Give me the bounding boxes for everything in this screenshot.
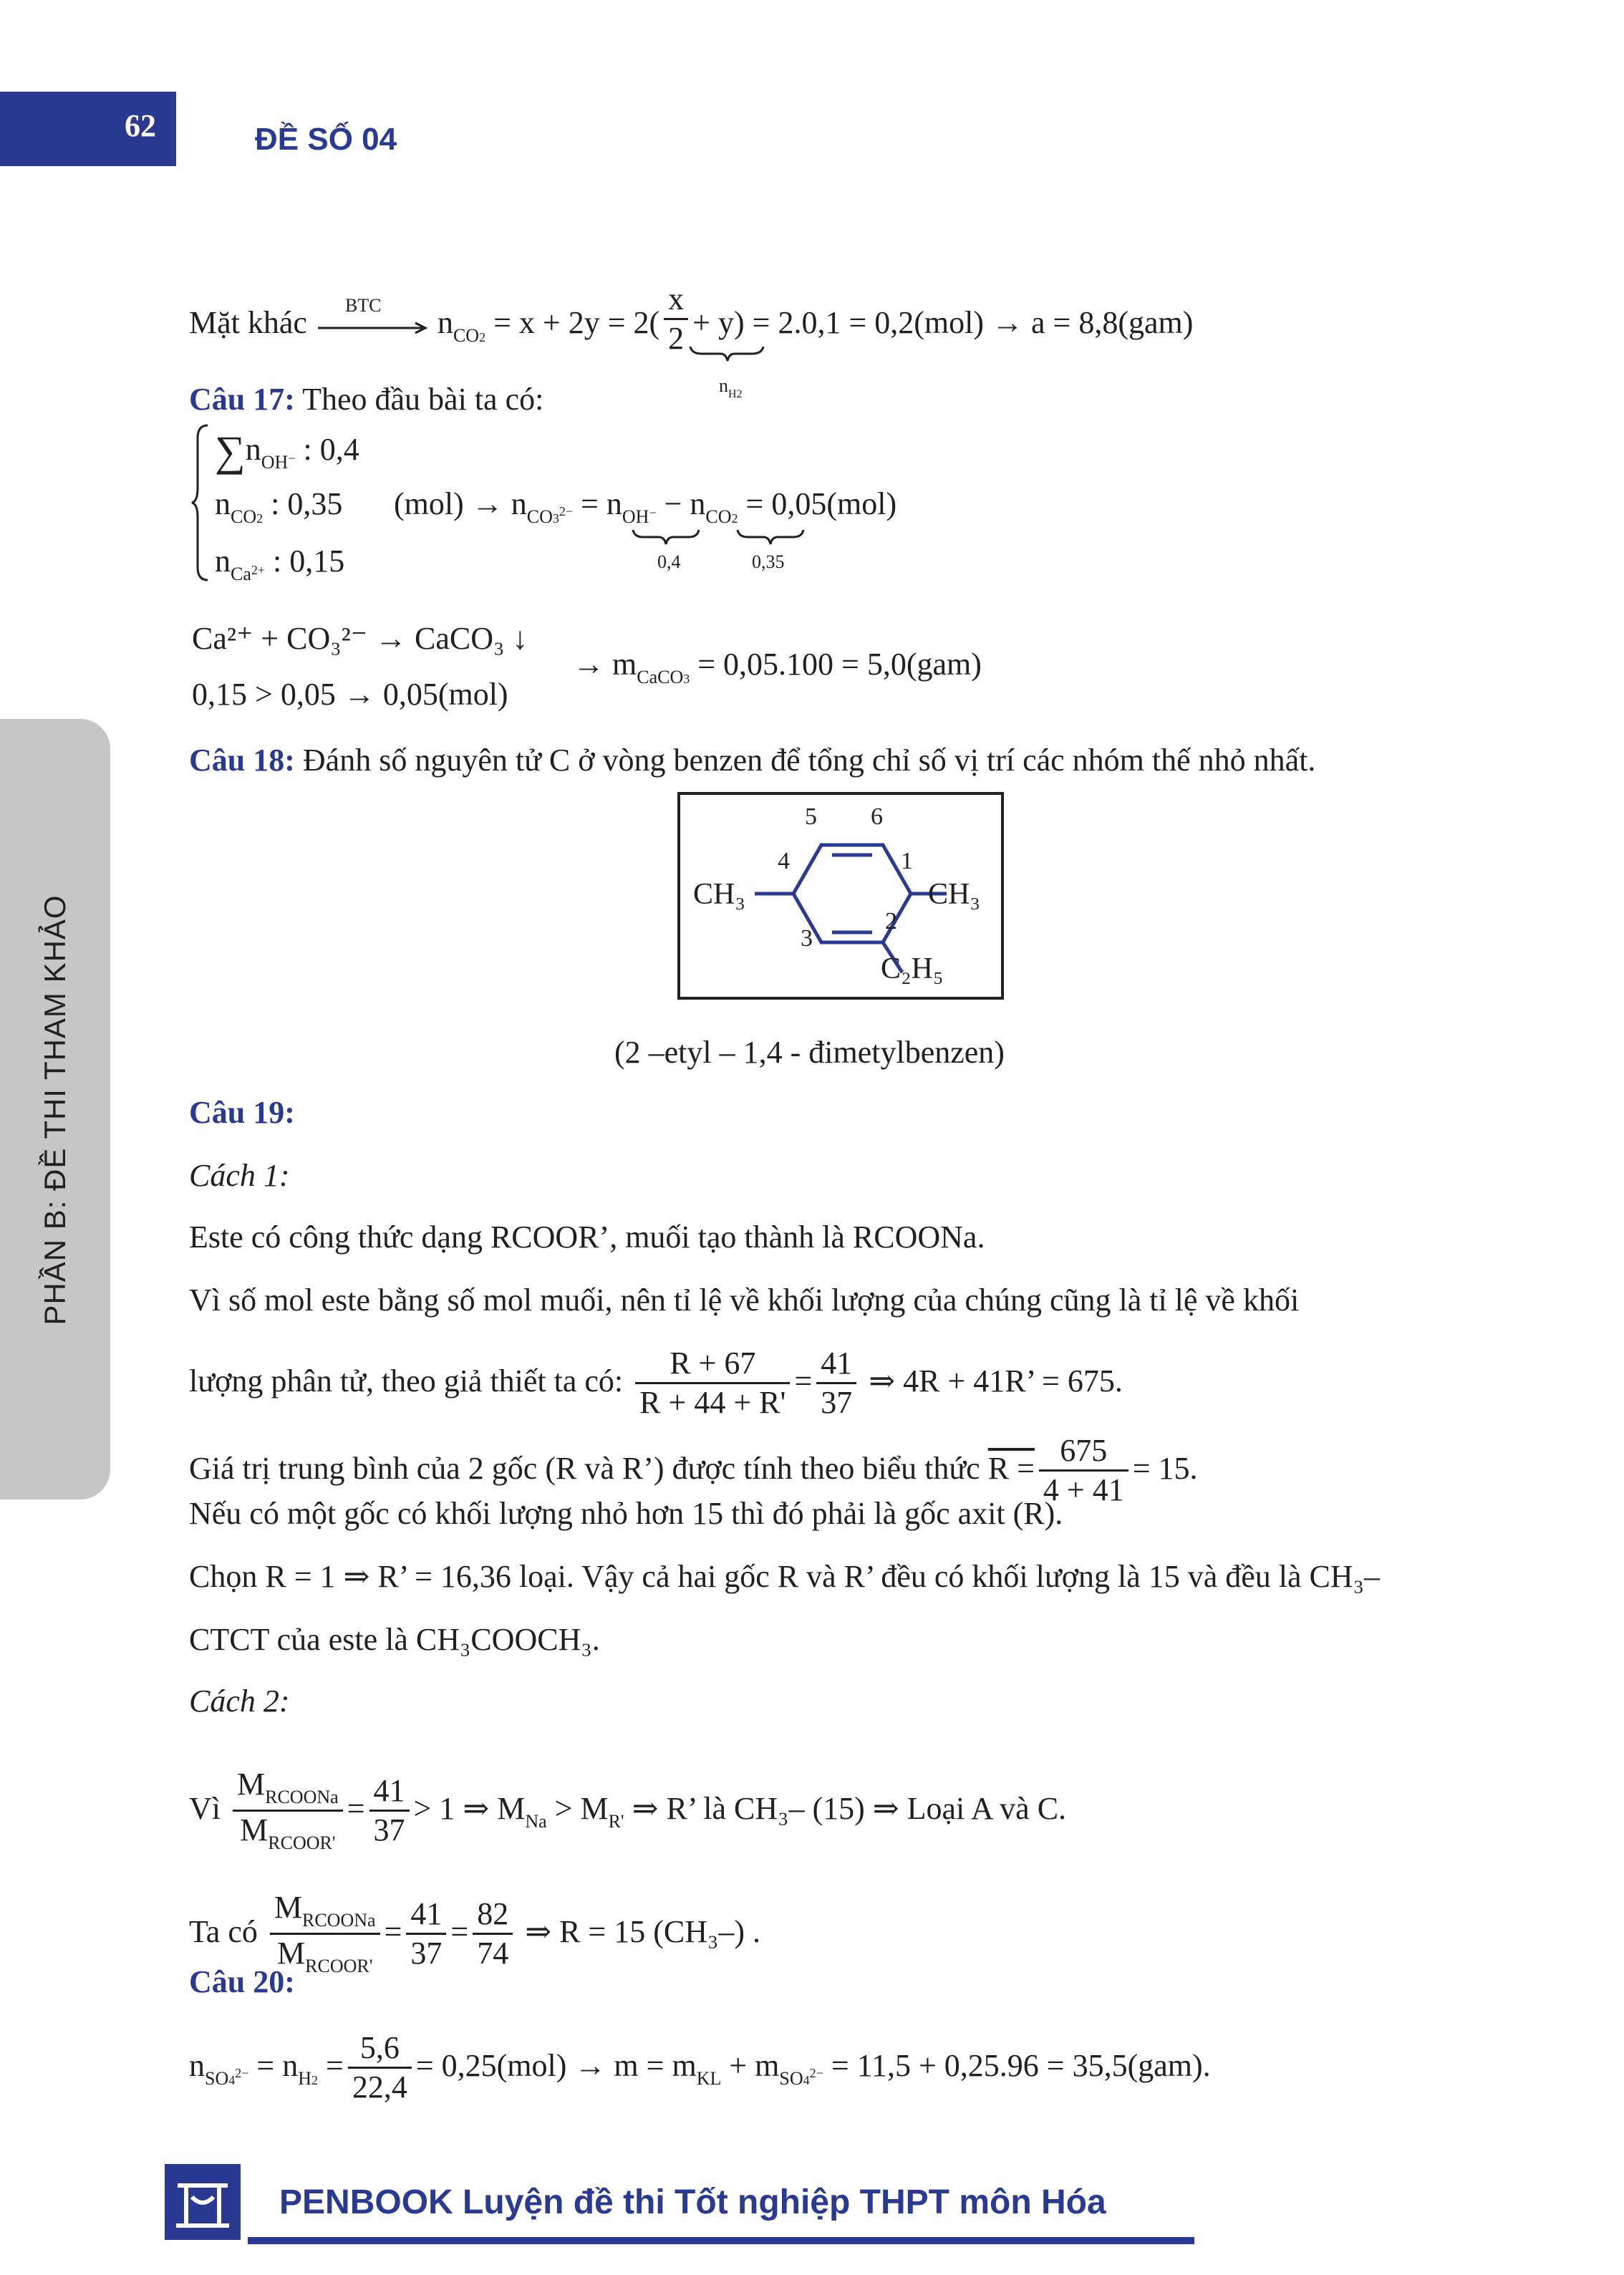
section-title: ĐỀ SỐ 04 [255,122,397,157]
cau17-line: Câu 17: Theo đầu bài ta có: [189,382,544,417]
cau17-eq3: → $m_{CaCO3} = 0,05.100 = 5,0(gam)$ [573,647,982,687]
side-tab-label: PHẦN B: ĐỀ THI THAM KHẢO [38,894,72,1325]
cach1: Cách 1: [189,1158,290,1193]
cau17-sys1: $\sum n_{OH^-}$ : 0,4 [215,428,359,475]
label-5: 5 [805,803,817,830]
system-brace [190,424,212,581]
c2h5-label: C₂H₅ [881,952,944,985]
label-6: 6 [871,803,883,830]
cau20-title: Câu 20: [189,1964,295,1999]
footer-rule [248,2237,1194,2244]
ch3-right: CH₃ [928,878,980,911]
cau17-eq2: 0,15 > 0,05 → 0,05(mol) [192,677,508,712]
penbook-logo [165,2164,241,2240]
cau17-sys3: $n_{Ca^{2+}}$ : 0,15 [215,544,345,584]
cau19-l6: Chọn R = 1 ⇒ R’ = 16,36 loại. Vậy cả hai gốc R và R’ đều có khối lượng là 15 và đều là CH₃– [189,1559,1381,1594]
cau19-l4: Giá trị trung bình của 2 gốc (R và R’) được tính theo biểu thức R = $\frac{675}{4 + 41}$ = 15. [189,1433,1198,1507]
label-1: 1 [901,848,913,874]
cau19-l3: lượng phân tử, theo giả thiết ta có: $\frac{R + 67}{R + 44 + R'}$ = $\frac{41}{37}$ ⇒ 4R + 41R’ = 675. [189,1346,1123,1420]
cach2-line2: Ta có $\frac{M_{RCOONa}}{M_{RCOOR'}}$ = $\frac{41}{37}$ = $\frac{82}{74}$ ⇒ R = 15 (CH₃–) . [189,1890,761,1976]
label-2: 2 [885,908,897,934]
label-3: 3 [801,925,813,952]
brace-label: $n_{H2}$ [719,375,743,400]
cau17-mol: $(mol) \to n_{CO3^{2-}} = n_{OH^-} - n_{CO2} = 0,05(mol)$ [394,486,897,527]
top-equation: Mặt khác BTC $n_{CO2} = x + 2y = 2$( $\frac{x}{2}$ + y) = 2.0,1 = 0,2(mol) → a = 8,8(gam) [189,281,1194,356]
logo-icon [165,2164,241,2240]
structure-caption: (2 –etyl – 1,4 - đimetylbenzen) [614,1035,1005,1070]
cau17-under1: 0,4 [657,551,681,572]
cau18-line: Câu 18: Đánh số nguyên tử C ở vòng benzen để tổng chỉ số vị trí các nhóm thế nhỏ nhất. [189,743,1316,778]
cach2-line1: Vì $\frac{M_{RCOONa}}{M_{RCOOR'}}$ = $\frac{41}{37}$ > 1 ⇒ $M_{Na} > M_{R'}$ ⇒ R’ là CH₃– (15) ⇒ Loại A và C. [189,1767,1067,1853]
structure-box [677,792,1004,1000]
cau17-under2: 0,35 [752,551,785,572]
cau19-l2: Vì số mol este bằng số mol muối, nên tỉ lệ về khối lượng của chúng cũng là tỉ lệ về khối [189,1283,1300,1318]
page-number: 62 [125,108,156,143]
underbrace [687,344,766,365]
cach2: Cách 2: [189,1684,290,1719]
label-4: 4 [778,848,790,874]
footer-title: PENBOOK Luyện đề thi Tốt nghiệp THPT môn Hóa [279,2183,1106,2221]
cau19-l1: Este có công thức dạng RCOOR’, muối tạo thành là RCOONa. [189,1219,985,1255]
cau17-sys2: $n_{CO2}$ : 0,35 [215,486,343,527]
cau19-title: Câu 19: [189,1095,295,1130]
cau19-l7: CTCT của este là CH₃COOCH₃. [189,1622,600,1657]
cau20-line: $n_{SO4^{2-}} = n_{H2}$ = $\frac{5,6}{22,4}$ = $0,25(mol) \to m = m_{KL} + m_{SO4^{2-}} = 11,5 + 0,25.96 = 35,5(gam)$. [189,2030,1211,2105]
cau19-l5: Nếu có một gốc có khối lượng nhỏ hơn 15 thì đó phải là gốc axit (R). [189,1496,1063,1531]
cau17-underbraces [630,527,816,549]
cau17-eq1: Ca²⁺ + CO₃²⁻ → CaCO₃ ↓ [192,621,528,656]
ch3-left: CH₃ [693,878,745,911]
